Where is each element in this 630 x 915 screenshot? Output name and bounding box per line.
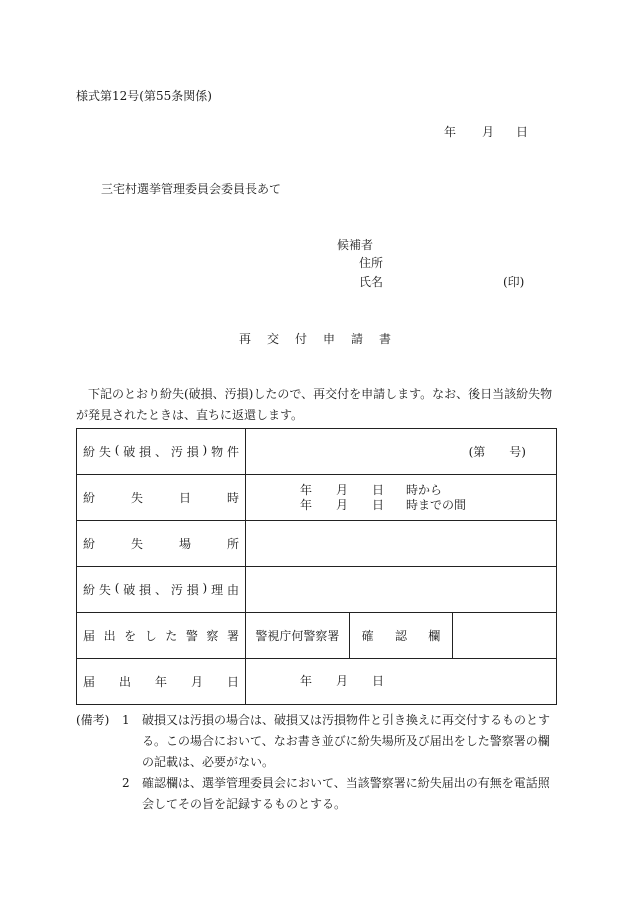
datetime-from-line bbox=[246, 483, 556, 498]
row-label-report-date bbox=[77, 659, 246, 705]
confirm-char: 認 bbox=[394, 629, 407, 643]
label-char: 損 bbox=[186, 583, 199, 597]
label-char: 失 bbox=[130, 491, 143, 505]
confirm-cell[interactable] bbox=[453, 613, 557, 659]
label-char: 月 bbox=[190, 675, 203, 689]
note-item bbox=[122, 773, 556, 815]
label-char: 失 bbox=[130, 537, 143, 551]
note-text: 確認欄は、選挙管理委員会において、当該警察署に紛失届出の有無を電話照会してその旨を記録するものとする。 bbox=[142, 776, 550, 811]
label-char: 理 bbox=[211, 583, 224, 597]
label-char: ) bbox=[202, 581, 208, 595]
date-year-label: 年 bbox=[444, 125, 457, 139]
label-char: を bbox=[124, 629, 137, 643]
form-number: 様式第12号(第55条関係) bbox=[76, 89, 212, 103]
label-char: 失 bbox=[98, 445, 111, 459]
application-date bbox=[444, 123, 528, 140]
title-char: 書 bbox=[379, 332, 392, 346]
label-char: 日 bbox=[178, 491, 191, 505]
label-char: 警 bbox=[185, 629, 198, 643]
report-month: 月 bbox=[336, 674, 349, 688]
confirm-label-cell bbox=[349, 613, 453, 659]
dt-until-hour: 時までの間 bbox=[406, 497, 467, 512]
table-row bbox=[77, 429, 557, 475]
label-char: 紛 bbox=[83, 491, 96, 505]
row-label-lost-item bbox=[77, 429, 246, 475]
candidate-address-label: 住所 bbox=[359, 256, 384, 270]
dt-until-day: 日 bbox=[372, 497, 385, 512]
label-char: 紛 bbox=[83, 583, 96, 597]
label-char: 損 bbox=[186, 445, 199, 459]
lost-reason-cell[interactable] bbox=[246, 567, 557, 613]
label-char: 紛 bbox=[83, 445, 96, 459]
intro-paragraph: 下記のとおり紛失(破損、汚損)したので、再交付を申請します。なお、後日当該紛失物が発見されたときは、直ちに返還します。 bbox=[76, 387, 553, 422]
datetime-until-line bbox=[246, 498, 556, 513]
document-title bbox=[0, 330, 630, 347]
row-label-police-station bbox=[77, 613, 246, 659]
lost-item-number: (第 号) bbox=[468, 445, 526, 459]
label-char: 、 bbox=[154, 445, 167, 459]
table-row bbox=[77, 567, 557, 613]
police-station-cell[interactable] bbox=[246, 613, 350, 659]
report-date-line bbox=[246, 674, 556, 689]
label-char: 物 bbox=[211, 445, 224, 459]
label-char: 汚 bbox=[170, 583, 183, 597]
dt-from-year: 年 bbox=[300, 482, 313, 497]
label-char: 年 bbox=[154, 675, 167, 689]
table-row bbox=[77, 613, 557, 659]
notes-heading: (備考) bbox=[76, 713, 110, 727]
label-char: 損 bbox=[139, 583, 152, 597]
label-char: 汚 bbox=[170, 445, 183, 459]
title-char: 申 bbox=[323, 332, 336, 346]
dt-from-day: 日 bbox=[372, 482, 385, 497]
title-char: 交 bbox=[266, 332, 279, 346]
date-month-label: 月 bbox=[482, 125, 495, 139]
addressee: 三宅村選挙管理委員会委員長あて bbox=[101, 182, 282, 196]
label-char: ( bbox=[114, 581, 120, 595]
dt-from-month: 月 bbox=[336, 482, 349, 497]
label-char: 由 bbox=[226, 583, 239, 597]
dt-until-year: 年 bbox=[300, 497, 313, 512]
label-char: 、 bbox=[154, 583, 167, 597]
lost-datetime-cell[interactable] bbox=[246, 475, 557, 521]
report-date-cell[interactable] bbox=[246, 659, 557, 705]
date-day-label: 日 bbox=[516, 125, 529, 139]
table-row bbox=[77, 475, 557, 521]
table-row bbox=[77, 659, 557, 705]
dt-until-month: 月 bbox=[336, 497, 349, 512]
report-year: 年 bbox=[300, 674, 313, 688]
label-char: 場 bbox=[178, 537, 191, 551]
label-char: 察 bbox=[206, 629, 219, 643]
note-number: 1 bbox=[122, 713, 130, 727]
label-char: し bbox=[144, 629, 157, 643]
label-char: 日 bbox=[226, 675, 239, 689]
note-text: 破損又は汚損の場合は、破損又は汚損物件と引き換えに再交付するものとする。この場合において、なお書き並びに紛失場所及び届出をした警察署の欄の記載は、必要がない。 bbox=[142, 713, 551, 769]
label-char: 破 bbox=[123, 445, 136, 459]
confirm-char: 確 bbox=[361, 629, 374, 643]
confirm-char: 欄 bbox=[428, 629, 441, 643]
dt-from-hour: 時から bbox=[406, 482, 443, 497]
label-char: 失 bbox=[98, 583, 111, 597]
table-row bbox=[77, 521, 557, 567]
candidate-name-label: 氏名 bbox=[359, 275, 384, 289]
lost-item-number-cell[interactable] bbox=[246, 429, 557, 475]
lost-place-cell[interactable] bbox=[246, 521, 557, 567]
police-station-value: 警視庁何警察署 bbox=[255, 629, 340, 643]
note-number: 2 bbox=[122, 776, 130, 790]
row-label-lost-reason bbox=[77, 567, 246, 613]
label-char: 時 bbox=[226, 491, 239, 505]
row-label-lost-datetime bbox=[77, 475, 246, 521]
label-char: た bbox=[165, 629, 178, 643]
label-char: 出 bbox=[103, 629, 116, 643]
label-char: 届 bbox=[83, 629, 96, 643]
label-char: 署 bbox=[226, 629, 239, 643]
report-day: 日 bbox=[372, 674, 385, 688]
label-char: 出 bbox=[118, 675, 131, 689]
title-char: 付 bbox=[294, 332, 307, 346]
label-char: ) bbox=[202, 443, 208, 457]
note-item bbox=[122, 710, 556, 773]
label-char: 件 bbox=[226, 445, 239, 459]
label-char: 破 bbox=[123, 583, 136, 597]
label-char: 損 bbox=[139, 445, 152, 459]
label-char: 所 bbox=[226, 537, 239, 551]
title-char: 請 bbox=[351, 332, 364, 346]
seal-mark: (印) bbox=[503, 275, 525, 289]
candidate-role: 候補者 bbox=[337, 238, 374, 252]
label-char: 届 bbox=[83, 675, 96, 689]
label-char: ( bbox=[114, 443, 120, 457]
label-char: 紛 bbox=[83, 537, 96, 551]
application-table bbox=[76, 428, 557, 705]
title-char: 再 bbox=[238, 332, 251, 346]
row-label-lost-place bbox=[77, 521, 246, 567]
